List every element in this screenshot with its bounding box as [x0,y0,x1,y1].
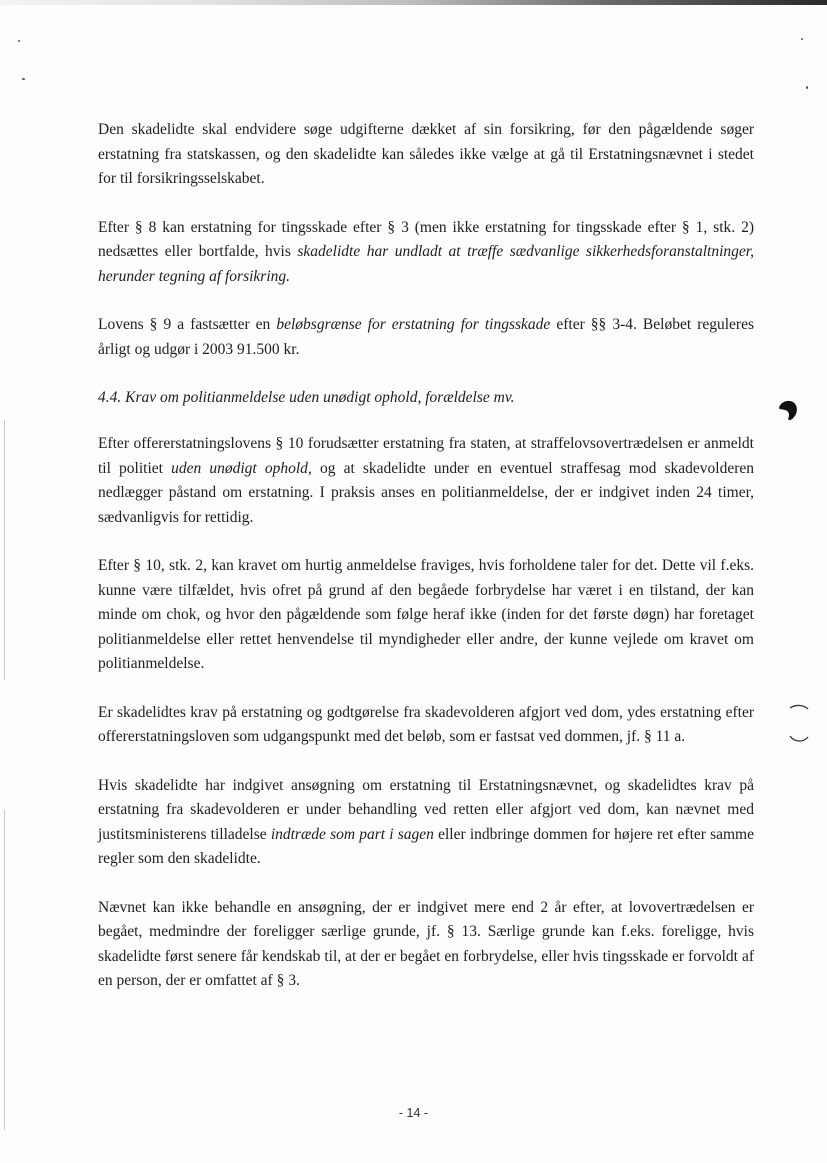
text-run: eller indbringe dommen for højere ret efter samme regler som den skadelidte. [98,825,754,867]
scan-margin-line [4,420,5,680]
paragraph-p1 [98,118,754,192]
scan-ring-mark [788,700,810,746]
text-run: Hvis skadelidte har indgivet ansøgning om erstatning til Erstatningsnævnet, og skadelidtes krav på erstatning fra skadevolderen er under behandling ved retten eller afgjort ved dom, kan nævnet med justitsministerens tilladelse [98,776,754,843]
scan-speck [806,86,808,89]
scan-margin-line [4,810,5,1130]
paragraph-p2 [98,216,754,290]
text-run: , og at skadelidte under en eventuel straffesag mod skadevolderen nedlægger påstand om erstatning. I praksis anses en politianmeldelse, der er indgivet inden 24 timer, sædvanligvis for rettidig. [98,459,754,526]
text-run: Efter § 10, stk. 2, kan kravet om hurtig anmeldelse fraviges, hvis forholdene taler for det. Dette vil f.eks. kunne være tilfældet, hvis ofret på grund af den begåede forbrydelse har været i en tilstand, der kan minde om chok, og hvor den pågældende som følge heraf ikke (inden for det første døgn) har foretaget politianmeldelse eller rettet henvendelse til myndigheder eller andre, der kunne vejlede om kravet om politianmeldelse. [98,557,754,672]
scan-speck [18,40,20,42]
paragraph-p3 [98,313,754,362]
paragraph-p7 [98,774,754,872]
paragraph-p4 [98,432,754,530]
text-run: Er skadelidtes krav på erstatning og godtgørelse fra skadevolderen afgjort ved dom, ydes erstatning efter offererstatningsloven som udgangspunkt med det beløb, som er fastsat ved dommen, jf. § 11 a. [98,703,754,745]
text-run: Lovens § 9 a fastsætter en [98,316,277,333]
italic-run: skadelidte har undladt at træffe sædvanlige sikkerhedsforanstaltninger, herunder tegning af forsikring. [98,243,754,285]
scan-speck [801,38,803,40]
italic-run: uden unødigt ophold [171,459,308,477]
italic-run: beløbsgrænse for erstatning for tingsskade [276,316,551,333]
text-run: Nævnet kan ikke behandle en ansøgning, der er indgivet mere end 2 år efter, at lovovertrædelsen er begået, medmindre der foreligger særlige grunde, jf. § 13. Særlige grunde kan f.eks. foreligge, hvis skadelidte først senere får kendskab til, at der er begået en forbrydelse, eller hvis tingsskade er forvoldt af en person, der er omfattet af § 3. [98,898,754,989]
document-body [98,118,754,1018]
scan-top-edge [0,0,827,5]
section-heading [98,386,754,410]
scan-blot [776,398,800,422]
paragraph-p8 [98,896,754,994]
paragraph-p6 [98,701,754,750]
page-number: - 14 - [398,1106,429,1120]
text-run: Efter § 8 kan erstatning for tingsskade efter § 3 (men ikke erstatning for tingsskade efter § 1, stk. 2) nedsættes eller bortfalde, hvis [98,218,754,260]
text-run: Efter offererstatningslovens § 10 forudsætter erstatning fra staten, at straffelovsovertrædelsen er anmeldt til politiet [98,435,754,477]
text-run: Den skadelidte skal endvidere søge udgifterne dækket af sin forsikring, før den pågældende søger erstatning fra statskassen, og den skadelidte kan således ikke vælge at gå til Erstatningsnævnet i stedet for til forsikringsselskabet. [98,121,754,187]
text-run: efter §§ 3-4. Beløbet reguleres årligt og udgør i 2003 91.500 kr. [98,316,754,358]
scan-speck [22,78,25,80]
italic-run: 4.4. Krav om politianmeldelse uden unødigt ophold, forældelse mv. [98,389,515,406]
italic-run: indtræde som part i sagen [270,825,434,843]
paragraph-p5 [98,554,754,677]
